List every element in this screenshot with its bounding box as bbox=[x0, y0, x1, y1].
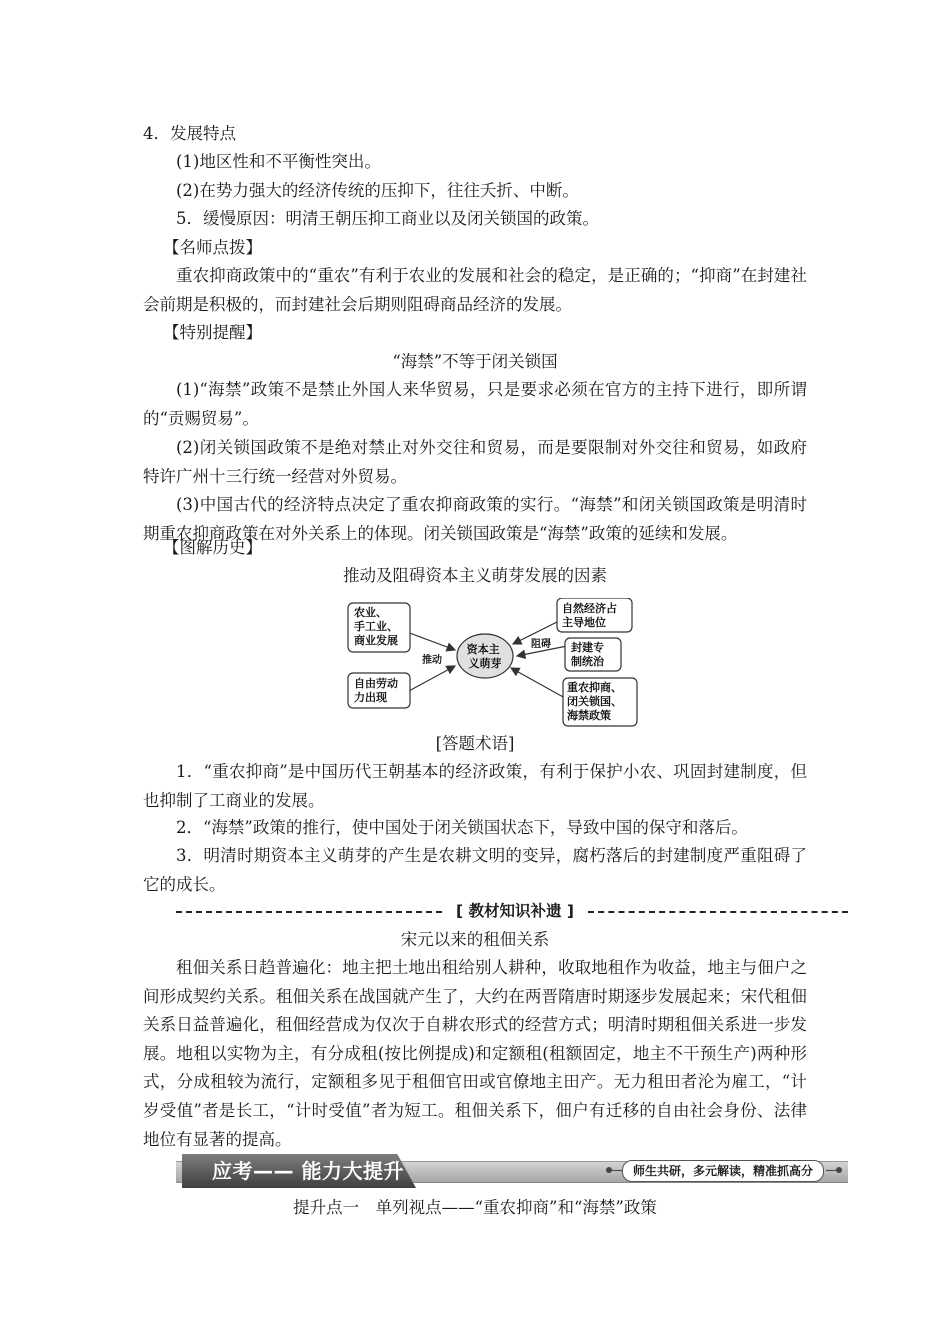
banner-tick-right bbox=[826, 1170, 836, 1171]
box-free-labor-label: 自由劳动 力出现 bbox=[354, 677, 398, 704]
tenancy-title: 宋元以来的租佃关系 bbox=[400, 930, 550, 949]
special-reminder-heading: 【特别提醒】 bbox=[163, 323, 262, 342]
answer-term-3: 3．明清时期资本主义萌芽的产生是农耕文明的变异，腐朽落后的封建制度严重阻碍了它的成长。 bbox=[143, 846, 807, 894]
point-4-item-1: (1)地区性和不平衡性突出。 bbox=[176, 152, 381, 171]
section-rule-left bbox=[176, 911, 442, 913]
arrow-left-top bbox=[407, 632, 455, 650]
banner-note: 师生共研，多元解读，精准抓高分 bbox=[622, 1160, 824, 1182]
banner-dot-left bbox=[606, 1167, 612, 1173]
answer-terms-heading: [答题术语] bbox=[435, 734, 515, 753]
banner-title: 应考—— 能力大提升 bbox=[212, 1159, 404, 1183]
push-label: 推动 bbox=[422, 655, 442, 666]
answer-term-1: 1．“重农抑商”是中国历代王朝基本的经济政策，有利于保护小农、巩固封建制度，但也抑制了工商业的发展。 bbox=[143, 762, 807, 810]
reminder-item-1: (1)“海禁”政策不是禁止外国人来华贸易，只是要求必须在官方的主持下进行，即所谓的“贡赐贸易”。 bbox=[143, 380, 807, 428]
section-rule-right bbox=[588, 911, 848, 913]
improvement-point-1: 提升点一 单列视点——“重农抑商”和“海禁”政策 bbox=[293, 1198, 657, 1217]
box-policies-label: 重农抑商、 闭关锁国、 海禁政策 bbox=[567, 681, 622, 722]
point-4-heading: 4．发展特点 bbox=[143, 124, 236, 143]
exam-section-banner bbox=[176, 1154, 848, 1188]
section-rule-label: [ 教材知识补遗 ] bbox=[445, 900, 585, 922]
factors-diagram bbox=[345, 598, 645, 730]
reminder-item-3: (3)中国古代的经济特点决定了重农抑商政策的实行。“海禁”和闭关锁国政策是明清时期重农抑商政策在对外关系上的体现。闭关锁国政策是“海禁”政策的延续和发展。 bbox=[143, 495, 807, 543]
center-node bbox=[457, 634, 513, 678]
box-feudal-autocracy-label: 封建专 制统治 bbox=[571, 641, 604, 668]
point-5: 5．缓慢原因：明清王朝压抑工商业以及闭关锁国的政策。 bbox=[176, 209, 599, 228]
box-natural-economy-label: 自然经济占 主导地位 bbox=[562, 602, 617, 629]
reminder-title: “海禁”不等于闭关锁国 bbox=[392, 352, 558, 371]
banner-tick-left bbox=[612, 1170, 622, 1171]
arrow-left-bottom bbox=[407, 666, 455, 692]
block-label: 阻碍 bbox=[531, 639, 551, 650]
center-node-label: 资本主 义萌芽 bbox=[466, 643, 502, 670]
teacher-tip-heading: 【名师点拨】 bbox=[163, 238, 262, 257]
teacher-tip-text: 重农抑商政策中的“重农”有利于农业的发展和社会的稳定，是正确的；“抑商”在封建社会前期是积极的，而封建社会后期则阻碍商品经济的发展。 bbox=[143, 266, 807, 314]
box-economy-development-label: 农业、 手工业、 商业发展 bbox=[354, 606, 398, 647]
point-4-item-2: (2)在势力强大的经济传统的压抑下，往往夭折、中断。 bbox=[176, 181, 579, 200]
diagram-title: 推动及阻碍资本主义萌芽发展的因素 bbox=[343, 566, 607, 585]
tenancy-text: 租佃关系日趋普遍化：地主把土地出租给别人耕种，收取地租作为收益，地主与佃户之间形成契约关系。租佃关系在战国就产生了，大约在两晋隋唐时期逐步发展起来；宋代租佃关系日益普遍化，租佃经营成为仅次于自耕农形式的经营方式；明清时期租佃关系进一步发展。地租以实物为主，有分成租(按比例提成)和定额租(租额固定，地主不干预生产)两种形式，分成租较为流行，定额租多见于租佃官田或官僚地主田产。无力租田者沦为雇工，“计岁受值”者是长工，“计时受值”者为短工。租佃关系下，佃户有迁移的自由社会身份、法律地位有显著的提高。 bbox=[143, 958, 807, 1149]
answer-term-2: 2．“海禁”政策的推行，使中国处于闭关锁国状态下，导致中国的保守和落后。 bbox=[176, 818, 748, 837]
banner-dot-right bbox=[836, 1167, 842, 1173]
arrow-right-bottom bbox=[511, 668, 565, 698]
illustrated-history-heading: 【图解历史】 bbox=[163, 538, 262, 557]
reminder-item-2: (2)闭关锁国政策不是绝对禁止对外交往和贸易，而是要限制对外交往和贸易，如政府特许广州十三行统一经营对外贸易。 bbox=[143, 438, 807, 486]
